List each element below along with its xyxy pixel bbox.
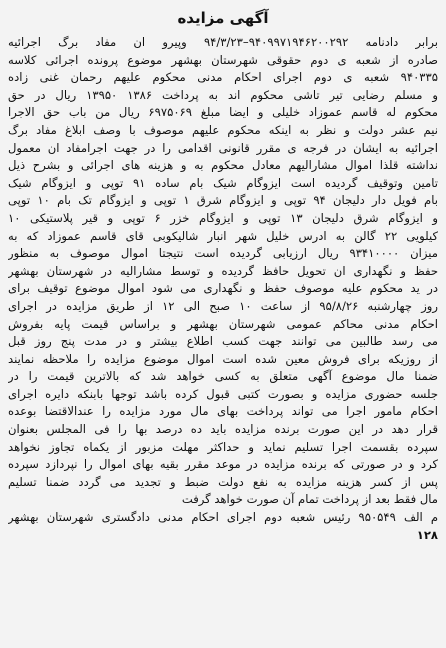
notice-code: ۱۲۸ (416, 527, 438, 542)
notice-line: تامین وتوقیف گردیده است ایزوگام شیک بام ساده ۹۱ توپی و ایزوگام شیک (8, 175, 438, 190)
notice-line: در ید محکوم علیه موصوف حفظ و نگهداری می شود اموال موضوع توقیف برای (8, 281, 438, 296)
notice-line: سپرده بقسمت اجرا تسلیم نماید و حداکثر مهلت مزبور از یکماه تجاوز نخواهد (8, 439, 438, 454)
notice-line: برابر دادنامه ۹۴۰۹۹۷۱۹۴۶۲۰۰۲۹۲–۹۴/۳/۲۳ وپیرو ان مفاد برگ اجرائیه (8, 35, 438, 49)
notice-body (8, 34, 438, 509)
notice-line: ضمنا مال موضوع آگهی متعلق به کسی خواهد شد که بالاترین قیمت را در (8, 369, 438, 384)
notice-signature: م الف ۹۵۰۵۴۹ رئیس شعبه دوم اجرای احکام مدنی دادگستری شهرستان بهشهر (8, 510, 438, 525)
notice-line: ۹۴۰۳۳۵ شعبه ی دوم اجرای احکام مدنی محکوم علیهم رحمان غنی زاده (8, 70, 438, 85)
notice-line: محکوم له قاسم عموزاد خلیلی و ایضا مبلغ ۶۹۷۵۰۶۹ ریال من باب حق الاجرا (8, 105, 438, 120)
notice-line: پس از کسر هزینه مزایده به نفع دولت ضبط و تجدید می گردد ضمنا تسلیم (8, 474, 438, 489)
notice-line: صادره از شعبه ی دوم حقوقی شهرستان بهشهر موضوع پرونده اجرائی کلاسه (8, 52, 438, 67)
notice-line: مال فقط بعد از پرداخت تمام آن صورت خواهد گرفت (181, 492, 438, 507)
notice-line: نداشته قلذا اموال مشارالیهم معادل محکوم به و هزینه های اجرائی و بشرح ذیل (8, 158, 438, 173)
notice-line: بام فویل دار دلیجان ۹۴ توپی و ایزوگام شرق ۱ توپی و ایزوگام تک بام ۱۰ توپی (8, 193, 438, 208)
notice-line: قرار دهد در این صورت برنده مزایده باید ده درصد بها را فی المجلس بعنوان (8, 422, 438, 437)
notice-line: و ایزوگام شرق دلیجان ۱۳ توپی و ایزوگام خزر ۶ توپی و قیر پلاستیکی ۱۰ (8, 210, 438, 225)
notice-title: آگهی مزایده (177, 9, 269, 27)
notice-line: روز چهارشنبه ۹۵/۸/۲۶ از ساعت ۱۰ صبح الی ۱۲ از طریق مزایده در اجرای (8, 298, 438, 313)
notice-line: احکام مامور اجرا می تواند پرداخت بهای مال مورد مزایده را عندالاقتضا بوعده (8, 404, 438, 419)
notice-line: احکام مدنی محاکم عمومی شهرستان بهشهر و براساس قیمت پایه بفروش (8, 316, 438, 331)
notice-line: و مسلم رضایی تیر تاشی محکوم اند به پرداخت ۱۳۸۶ ۱۳۹۵۰ ریال در حق (8, 87, 438, 102)
notice-line: جلسه حضوری مزایده و بصورت کتبی قبول کرده باشد توجها بابنکه دایره اجرای (8, 386, 438, 401)
notice-line: کرد و در صورتی که برنده مزایده در موعد مقرر بقیه بهای اموال را نپردازد سپرده (8, 457, 438, 472)
notice-line: اجرائیه به ایشان در فرجه ی مقرر قانونی اقدامی را در جهت اجرامفاد ان معمول (8, 140, 438, 155)
notice-line: حفظ و نگهداری ان تحویل حافظ گردیده و توسط مشارالیه در شهرستان بهشهر (8, 263, 438, 278)
notice-line: میزان ۹۳۴۱۰۰۰۰ ریال ارزیابی گردیده است نتیجتا اموال موصوف به منظور (8, 246, 438, 261)
notice-line: از روزیکه برای فروش معین شده است اموال موضوع مزایده را ملاحظه نمایند (8, 351, 438, 366)
notice-line: می رسد طالبین می توانند جهت کسب اطلاع بیشتر و در مدت پنج روز قبل (8, 334, 438, 349)
notice-line: نیم عشر دولت و نظر به اینکه محکوم علیهم موصوف با وصف ابلاغ مفاد برگ (8, 122, 438, 137)
notice-line: کیلویی ۲۲ گالن به ادرس خلیل شهر انبار شالیکوبی قای قاسم عموزاد که به (8, 228, 438, 243)
